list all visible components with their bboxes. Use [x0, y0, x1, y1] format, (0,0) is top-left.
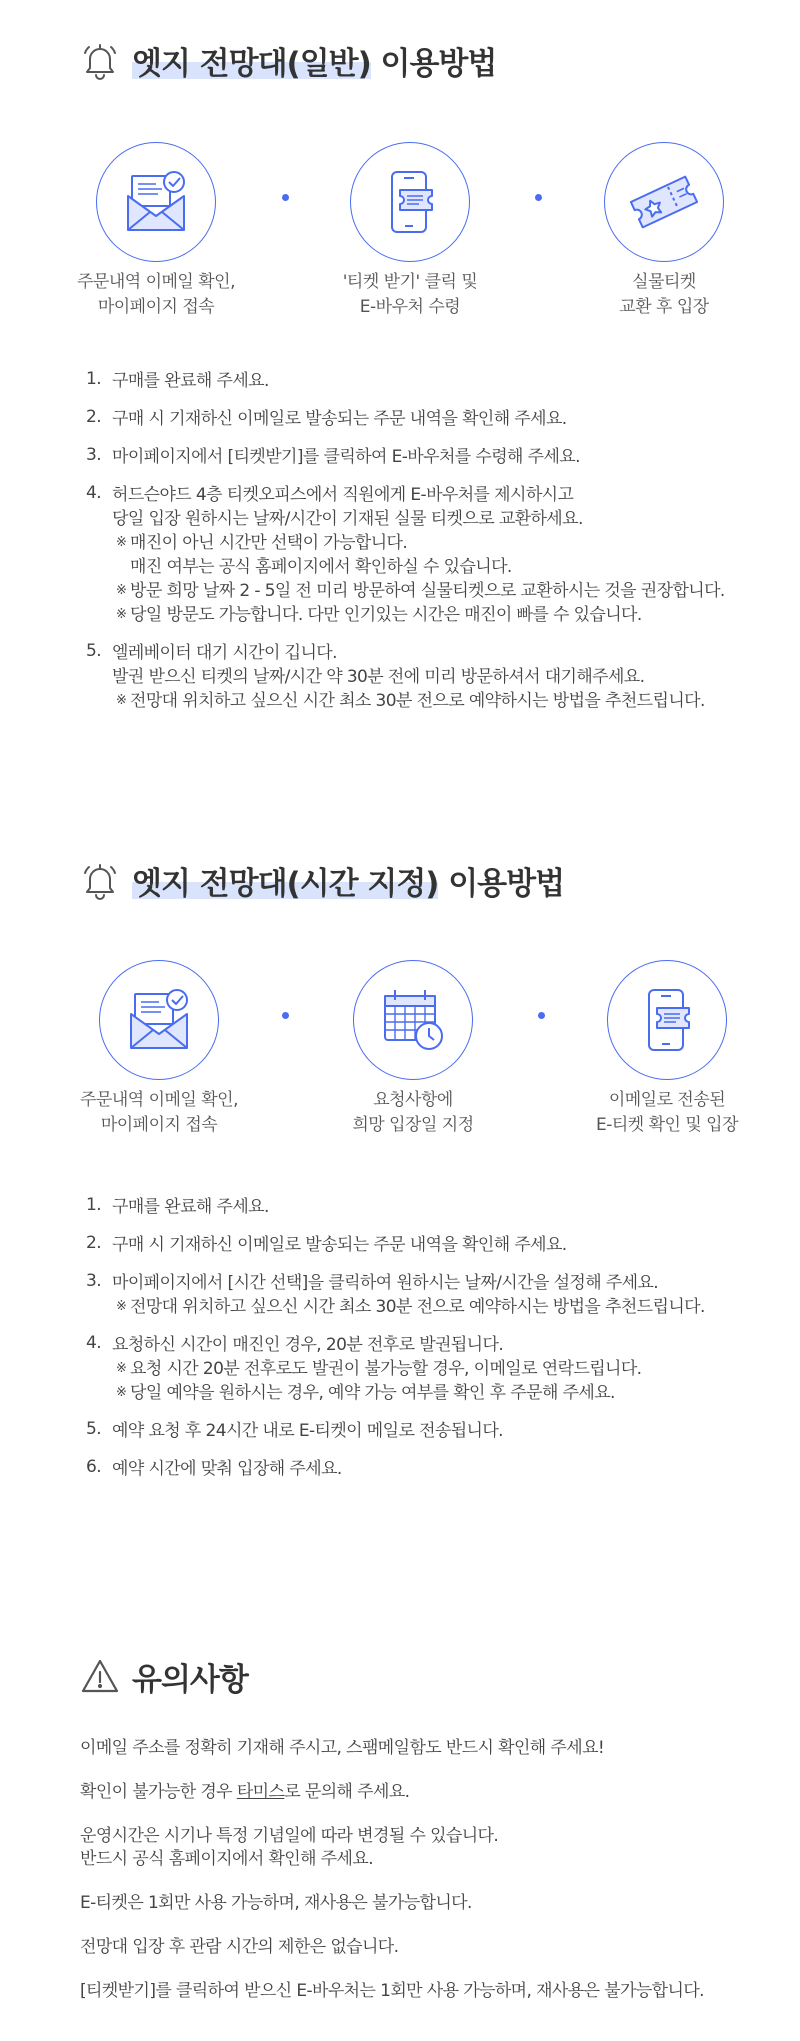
list-item-note [112, 1357, 796, 1381]
list-item [86, 641, 796, 713]
note-text: 요청 시간 20분 전후로도 발권이 불가능할 경우, 이메일로 연락드립니다. [130, 1359, 642, 1379]
list-item-note [112, 579, 796, 603]
step-3 [547, 960, 787, 1138]
step-1 [36, 142, 276, 320]
note-mark: ※ [116, 583, 127, 598]
note-text: 당일 예약을 원하시는 경우, 예약 가능 여부를 확인 후 주문해 주세요. [130, 1383, 615, 1403]
warning-icon [80, 1657, 120, 1697]
note-body [130, 531, 512, 579]
list-item-number: 1. [86, 1195, 102, 1215]
list-item-text: 당일 입장 원하시는 날짜/시간이 기재된 실물 티켓으로 교환하세요. [112, 509, 583, 529]
caution-item [80, 1825, 780, 1871]
step-3 [544, 142, 784, 320]
list-item-note [112, 603, 796, 627]
caution-text: [티켓받기]를 클릭하여 받으신 E-바우처는 1회만 사용 가능하며, 재사용은 불가능합니다. [80, 1981, 704, 2001]
step-caption-line2: E-바우처 수령 [359, 297, 461, 317]
list-item-text: 구매 시 기재하신 이메일로 발송되는 주문 내역을 확인해 주세요. [112, 409, 567, 429]
list-item-text: 구매를 완료해 주세요. [112, 371, 269, 391]
list-item-number: 3. [86, 1271, 102, 1291]
list-item-body [112, 1233, 796, 1257]
ticket-star-icon [604, 142, 724, 262]
note-text: 당일 방문도 가능합니다. 다만 인기있는 시간은 매진이 빠를 수 있습니다. [130, 605, 642, 625]
cautions-list [80, 1737, 780, 2024]
list-item-text: 예약 시간에 맞춰 입장해 주세요. [112, 1459, 342, 1479]
list-item-body [112, 1195, 796, 1219]
calendar-clock-icon [353, 960, 473, 1080]
list-item [86, 1333, 796, 1405]
caution-text: 전망대 입장 후 관람 시간의 제한은 없습니다. [80, 1937, 399, 1957]
instructions-timed-list [86, 1195, 796, 1495]
list-item-text: 요청하신 시간이 매진인 경우, 20분 전후로 발권됩니다. [112, 1335, 504, 1355]
list-item-number: 5. [86, 1419, 102, 1439]
list-item-note [112, 1381, 796, 1405]
list-item-body [112, 445, 796, 469]
list-item [86, 369, 796, 393]
list-item-text: 마이페이지에서 [시간 선택]을 클릭하여 원하시는 날짜/시간을 설정해 주세요. [112, 1273, 659, 1293]
list-item-number: 4. [86, 483, 102, 503]
list-item [86, 1457, 796, 1481]
phone-ticket-icon [607, 960, 727, 1080]
caution-text: E-티켓은 1회만 사용 가능하며, 재사용은 불가능합니다. [80, 1893, 472, 1913]
list-item-note [112, 689, 796, 713]
step-caption-line2: 마이페이지 접속 [100, 1115, 218, 1135]
step-caption-line1: 실물티켓 [632, 272, 696, 292]
cautions-title: 유의사항 [132, 1662, 248, 1698]
list-item-body [112, 1333, 796, 1405]
note-body [130, 603, 642, 627]
step-2 [293, 960, 533, 1138]
list-item-text: 발권 받으신 티켓의 날짜/시간 약 30분 전에 미리 방문하셔서 대기해주세요. [112, 667, 645, 687]
list-item-number: 2. [86, 1233, 102, 1253]
list-item-text: 마이페이지에서 [티켓받기]를 클릭하여 E-바우처를 수령해 주세요. [112, 447, 580, 467]
bell-icon [80, 861, 120, 901]
list-item [86, 1195, 796, 1219]
note-text: 전망대 위치하고 싶으신 시간 최소 30분 전으로 예약하시는 방법을 추천드립니다. [130, 691, 705, 711]
title-highlight: 엣지 전망대(일반) [132, 46, 371, 82]
list-item [86, 483, 796, 627]
caution-text: 운영시간은 시기나 특정 기념일에 따라 변경될 수 있습니다. [80, 1826, 499, 1846]
caution-item [80, 1936, 780, 1959]
list-item-number: 6. [86, 1457, 102, 1477]
note-body [130, 1381, 615, 1405]
list-item-body [112, 1457, 796, 1481]
note-body [130, 689, 705, 713]
note-mark: ※ [116, 535, 127, 550]
list-item [86, 1233, 796, 1257]
step-divider-dot [538, 1012, 545, 1019]
step-caption-line2: 마이페이지 접속 [97, 297, 215, 317]
section-general-title [80, 38, 496, 83]
tamis-link[interactable]: 타미스 [236, 1782, 285, 1802]
caution-text: 이메일 주소를 정확히 기재해 주시고, 스팸메일함도 반드시 확인해 주세요! [80, 1738, 605, 1758]
list-item [86, 407, 796, 431]
note-mark: ※ [116, 1361, 127, 1376]
list-item-body [112, 641, 796, 713]
caution-item [80, 1980, 780, 2003]
step-divider-dot [282, 1012, 289, 1019]
caution-text: 확인이 불가능한 경우 [80, 1782, 237, 1802]
note-mark: ※ [116, 1299, 127, 1314]
note-text: 방문 희망 날짜 2 - 5일 전 미리 방문하여 실물티켓으로 교환하시는 것을 권장합니다. [130, 581, 725, 601]
list-item-note [112, 531, 796, 579]
title-rest: 이용방법 [370, 46, 497, 82]
step-caption-line1: 주문내역 이메일 확인, [76, 272, 235, 292]
envelope-check-icon [96, 142, 216, 262]
list-item-body [112, 407, 796, 431]
envelope-check-icon [99, 960, 219, 1080]
list-item-text: 허드슨야드 4층 티켓오피스에서 직원에게 E-바우처를 제시하시고 [112, 485, 574, 505]
note-text: 매진이 아닌 시간만 선택이 가능합니다. [130, 533, 408, 553]
caution-item [80, 1737, 780, 1760]
list-item-number: 3. [86, 445, 102, 465]
bell-icon [80, 41, 120, 81]
title-rest: 이용방법 [438, 866, 565, 902]
list-item-body [112, 1271, 796, 1319]
list-item-text: 구매 시 기재하신 이메일로 발송되는 주문 내역을 확인해 주세요. [112, 1235, 567, 1255]
step-caption-line1: 이메일로 전송된 [608, 1090, 726, 1110]
title-highlight: 엣지 전망대(시간 지정) [132, 866, 439, 902]
step-caption-line1: '티켓 받기' 클릭 및 [342, 272, 478, 292]
list-item-body [112, 1419, 796, 1443]
step-caption-line1: 요청사항에 [373, 1090, 453, 1110]
list-item-number: 4. [86, 1333, 102, 1353]
list-item-text: 예약 요청 후 24시간 내로 E-티켓이 메일로 전송됩니다. [112, 1421, 503, 1441]
note-text: 전망대 위치하고 싶으신 시간 최소 30분 전으로 예약하시는 방법을 추천드립니다. [130, 1297, 705, 1317]
note-text: 매진 여부는 공식 홈페이지에서 확인하실 수 있습니다. [130, 557, 512, 577]
caution-item [80, 1781, 780, 1804]
note-body [130, 579, 725, 603]
list-item-text: 구매를 완료해 주세요. [112, 1197, 269, 1217]
note-body [130, 1357, 642, 1381]
note-body [130, 1295, 705, 1319]
caution-text: 반드시 공식 홈페이지에서 확인해 주세요. [80, 1849, 373, 1869]
list-item-number: 5. [86, 641, 102, 661]
section-timed-title [80, 858, 564, 903]
note-mark: ※ [116, 693, 127, 708]
step-divider-dot [282, 194, 289, 201]
list-item-text: 엘레베이터 대기 시간이 깁니다. [112, 643, 337, 663]
step-2 [290, 142, 530, 320]
step-caption-line2: 희망 입장일 지정 [352, 1115, 474, 1135]
step-1 [39, 960, 279, 1138]
list-item-note [112, 1295, 796, 1319]
instructions-general-list [86, 369, 796, 727]
list-item-body [112, 369, 796, 393]
note-mark: ※ [116, 1385, 127, 1400]
note-mark: ※ [116, 607, 127, 622]
phone-ticket-icon [350, 142, 470, 262]
step-caption-line2: E-티켓 확인 및 입장 [595, 1115, 739, 1135]
list-item [86, 1271, 796, 1319]
list-item-body [112, 483, 796, 627]
caution-text: 로 문의해 주세요. [284, 1782, 410, 1802]
list-item-number: 2. [86, 407, 102, 427]
caution-item [80, 1892, 780, 1915]
section-cautions-title [80, 1654, 248, 1699]
list-item-number: 1. [86, 369, 102, 389]
list-item [86, 1419, 796, 1443]
step-divider-dot [535, 194, 542, 201]
step-caption-line1: 주문내역 이메일 확인, [79, 1090, 238, 1110]
step-caption-line2: 교환 후 입장 [619, 297, 709, 317]
list-item [86, 445, 796, 469]
